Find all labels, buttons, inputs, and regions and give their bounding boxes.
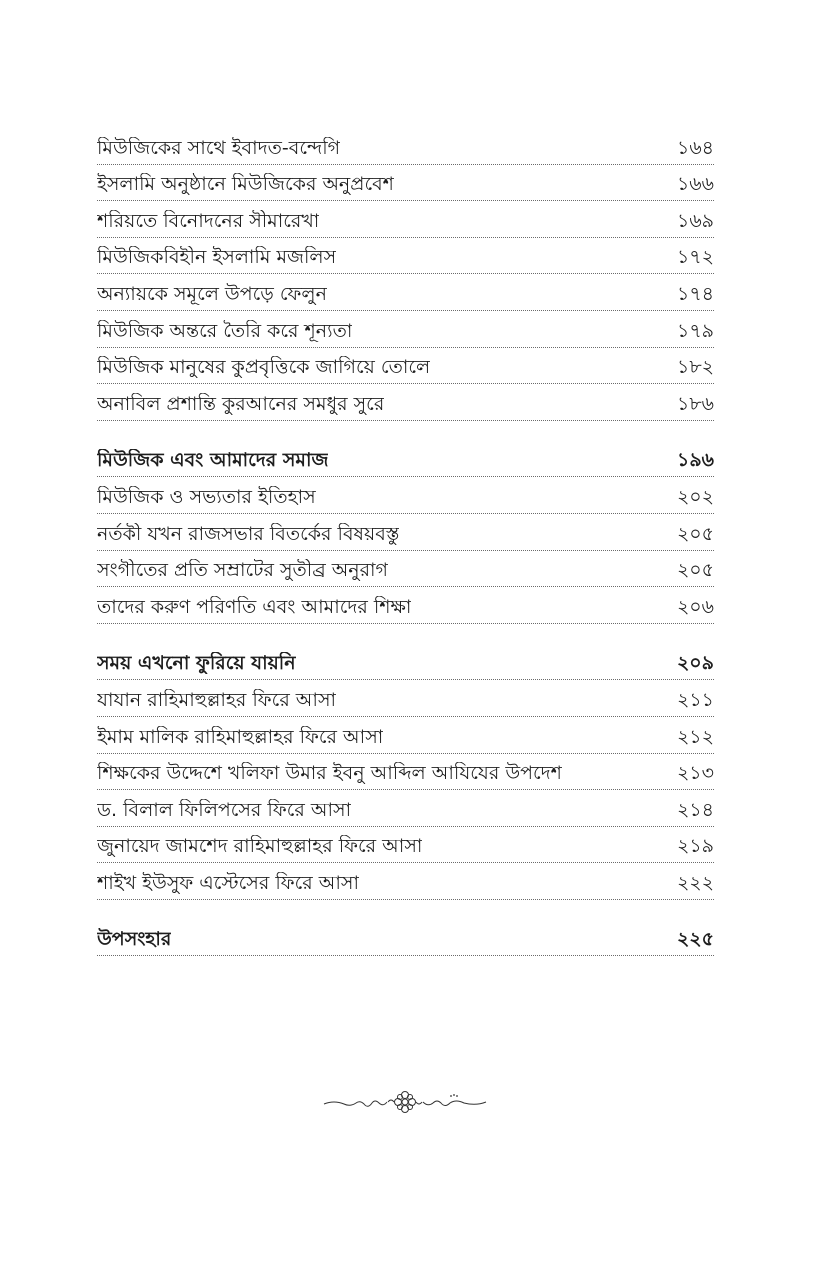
heading-page: ২০৯ [676, 652, 714, 675]
toc-entry[interactable] [97, 274, 714, 311]
table-of-contents [97, 128, 714, 956]
toc-entry[interactable] [97, 680, 714, 717]
entry-page: ১৬৪ [676, 136, 714, 159]
toc-section [97, 920, 714, 957]
entry-title: সংগীতের প্রতি সম্রাটের সুতীব্র অনুরাগ [97, 559, 388, 582]
entry-page: ১৭২ [676, 246, 714, 269]
entry-page: ২১৯ [676, 835, 714, 858]
entry-title: নর্তকী যখন রাজসভার বিতর্কের বিষয়বস্তু [97, 522, 400, 545]
section-gap [97, 624, 714, 644]
section-gap [97, 421, 714, 441]
toc-entry[interactable] [97, 587, 714, 624]
heading-page: ২২৫ [676, 928, 714, 951]
flourish-ornament-icon [320, 1088, 490, 1118]
entry-page: ১৮২ [676, 356, 714, 379]
entry-page: ২০২ [676, 485, 714, 508]
toc-entry[interactable] [97, 238, 714, 275]
toc-section-heading[interactable] [97, 644, 714, 681]
toc-section-heading[interactable] [97, 920, 714, 957]
entry-title: মিউজিক ও সভ্যতার ইতিহাস [97, 485, 316, 508]
toc-entry[interactable] [97, 754, 714, 791]
entry-page: ২০৬ [676, 595, 714, 618]
toc-section [97, 441, 714, 624]
entry-page: ১৬৬ [676, 173, 714, 196]
toc-entry[interactable] [97, 863, 714, 900]
entry-page: ১৮৬ [676, 392, 714, 415]
entry-page: ২১১ [676, 688, 714, 711]
entry-title: ড. বিলাল ফিলিপসের ফিরে আসা [97, 798, 352, 821]
entry-page: ২১৩ [676, 762, 714, 785]
entry-page: ১৭৪ [676, 282, 714, 305]
entry-title: মিউজিকবিহীন ইসলামি মজলিস [97, 246, 337, 269]
entry-title: শাইখ ইউসুফ এস্টেসের ফিরে আসা [97, 871, 359, 894]
entry-title: যাযান রাহিমাহুল্লাহর ফিরে আসা [97, 688, 337, 711]
entry-page: ২০৫ [676, 522, 714, 545]
toc-entry[interactable] [97, 551, 714, 588]
toc-section [97, 644, 714, 900]
toc-entry[interactable] [97, 348, 714, 385]
entry-title: অন্যায়কে সমূলে উপড়ে ফেলুন [97, 282, 327, 305]
toc-entry[interactable] [97, 311, 714, 348]
entry-title: ইমাম মালিক রাহিমাহুল্লাহর ফিরে আসা [97, 725, 384, 748]
entry-title: অনাবিল প্রশান্তি কুরআনের সমধুর সুরে [97, 392, 385, 415]
entry-page: ২১২ [676, 725, 714, 748]
entry-page: ২২২ [676, 871, 714, 894]
entry-title: মিউজিক অন্তরে তৈরি করে শূন্যতা [97, 319, 353, 342]
entry-title: জুনায়েদ জামশেদ রাহিমাহুল্লাহর ফিরে আসা [97, 835, 423, 858]
toc-entry[interactable] [97, 827, 714, 864]
heading-page: ১৯৬ [676, 449, 714, 472]
toc-section [97, 128, 714, 421]
entry-page: ১৬৯ [676, 209, 714, 232]
heading-title: মিউজিক এবং আমাদের সমাজ [97, 449, 329, 472]
toc-section-heading[interactable] [97, 441, 714, 478]
toc-entry[interactable] [97, 717, 714, 754]
entry-page: ১৭৯ [676, 319, 714, 342]
entry-title: শরিয়তে বিনোদনের সীমারেখা [97, 209, 320, 232]
toc-entry[interactable] [97, 477, 714, 514]
entry-title: মিউজিকের সাথে ইবাদত-বন্দেগি [97, 136, 341, 159]
toc-entry[interactable] [97, 165, 714, 202]
entry-page: ২১৪ [676, 798, 714, 821]
toc-entry[interactable] [97, 201, 714, 238]
entry-title: তাদের করুণ পরিণতি এবং আমাদের শিক্ষা [97, 595, 412, 618]
entry-title: ইসলামি অনুষ্ঠানে মিউজিকের অনুপ্রবেশ [97, 173, 394, 196]
section-gap [97, 900, 714, 920]
toc-entry[interactable] [97, 384, 714, 421]
toc-entry[interactable] [97, 128, 714, 165]
heading-title: উপসংহার [97, 928, 172, 951]
heading-title: সময় এখনো ফুরিয়ে যায়নি [97, 652, 296, 675]
toc-entry[interactable] [97, 514, 714, 551]
entry-title: মিউজিক মানুষের কুপ্রবৃত্তিকে জাগিয়ে তোলে [97, 356, 431, 379]
entry-title: শিক্ষকের উদ্দেশে খলিফা উমার ইবনু আব্দিল আযিযের উপদেশ [97, 762, 562, 785]
entry-page: ২০৫ [676, 559, 714, 582]
toc-entry[interactable] [97, 790, 714, 827]
